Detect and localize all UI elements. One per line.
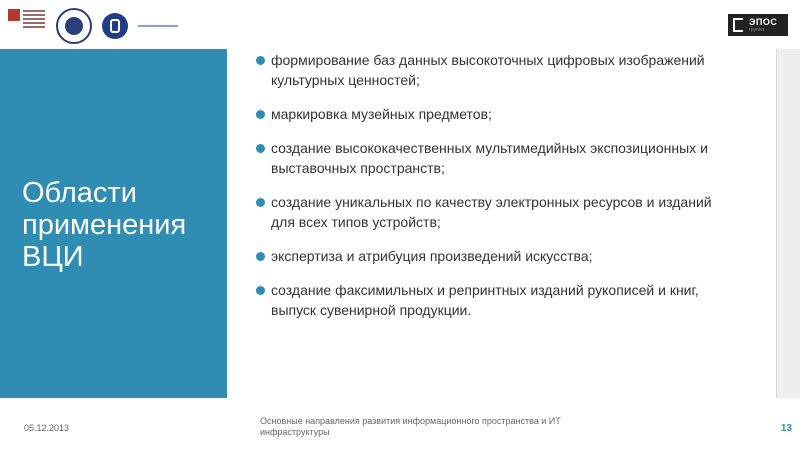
- epos-logo: [728, 14, 788, 36]
- epos-brand-tagline: группа: [749, 26, 765, 33]
- bullet-list: [256, 50, 736, 334]
- hse-logo: [102, 13, 128, 39]
- footer-date: 05.12.2013: [24, 423, 70, 433]
- partner-logos: [8, 6, 178, 46]
- bullet-item: экспертиза и атрибуция произведений искусства;: [256, 246, 736, 266]
- bullet-item: маркировка музейных предметов;: [256, 104, 736, 124]
- slide-title-line-2: применения: [22, 209, 187, 241]
- page-number: 13: [780, 423, 792, 434]
- title-panel: [0, 49, 227, 398]
- slide-title-line-3: ВЦИ: [22, 241, 84, 273]
- russian-state-university-logo: [56, 8, 92, 44]
- slide-title: [22, 177, 186, 273]
- slide-title-line-1: Области: [22, 177, 137, 209]
- bullet-item: создание факсимильных и репринтных изданий рукописей и книг, выпуск сувенирной продукции.: [256, 280, 736, 320]
- bullet-item: формирование баз данных высокоточных цифровых изображений культурных ценностей;: [256, 50, 736, 90]
- footer-title: Основные направления развития информационного пространства и ИТ инфраструктуры: [260, 416, 561, 437]
- epos-brand-name: ЭПОС: [749, 16, 778, 27]
- bullet-item: создание высококачественных мультимедийных экспозиционных и выставочных пространств;: [256, 138, 736, 178]
- pushkin-museum-logo: [8, 7, 46, 45]
- right-decor-bar: [776, 49, 800, 398]
- hse-logo-caption: [138, 25, 178, 27]
- bullet-item: создание уникальных по качеству электронных ресурсов и изданий для всех типов устройств;: [256, 192, 736, 232]
- epos-mark-icon: [733, 18, 743, 32]
